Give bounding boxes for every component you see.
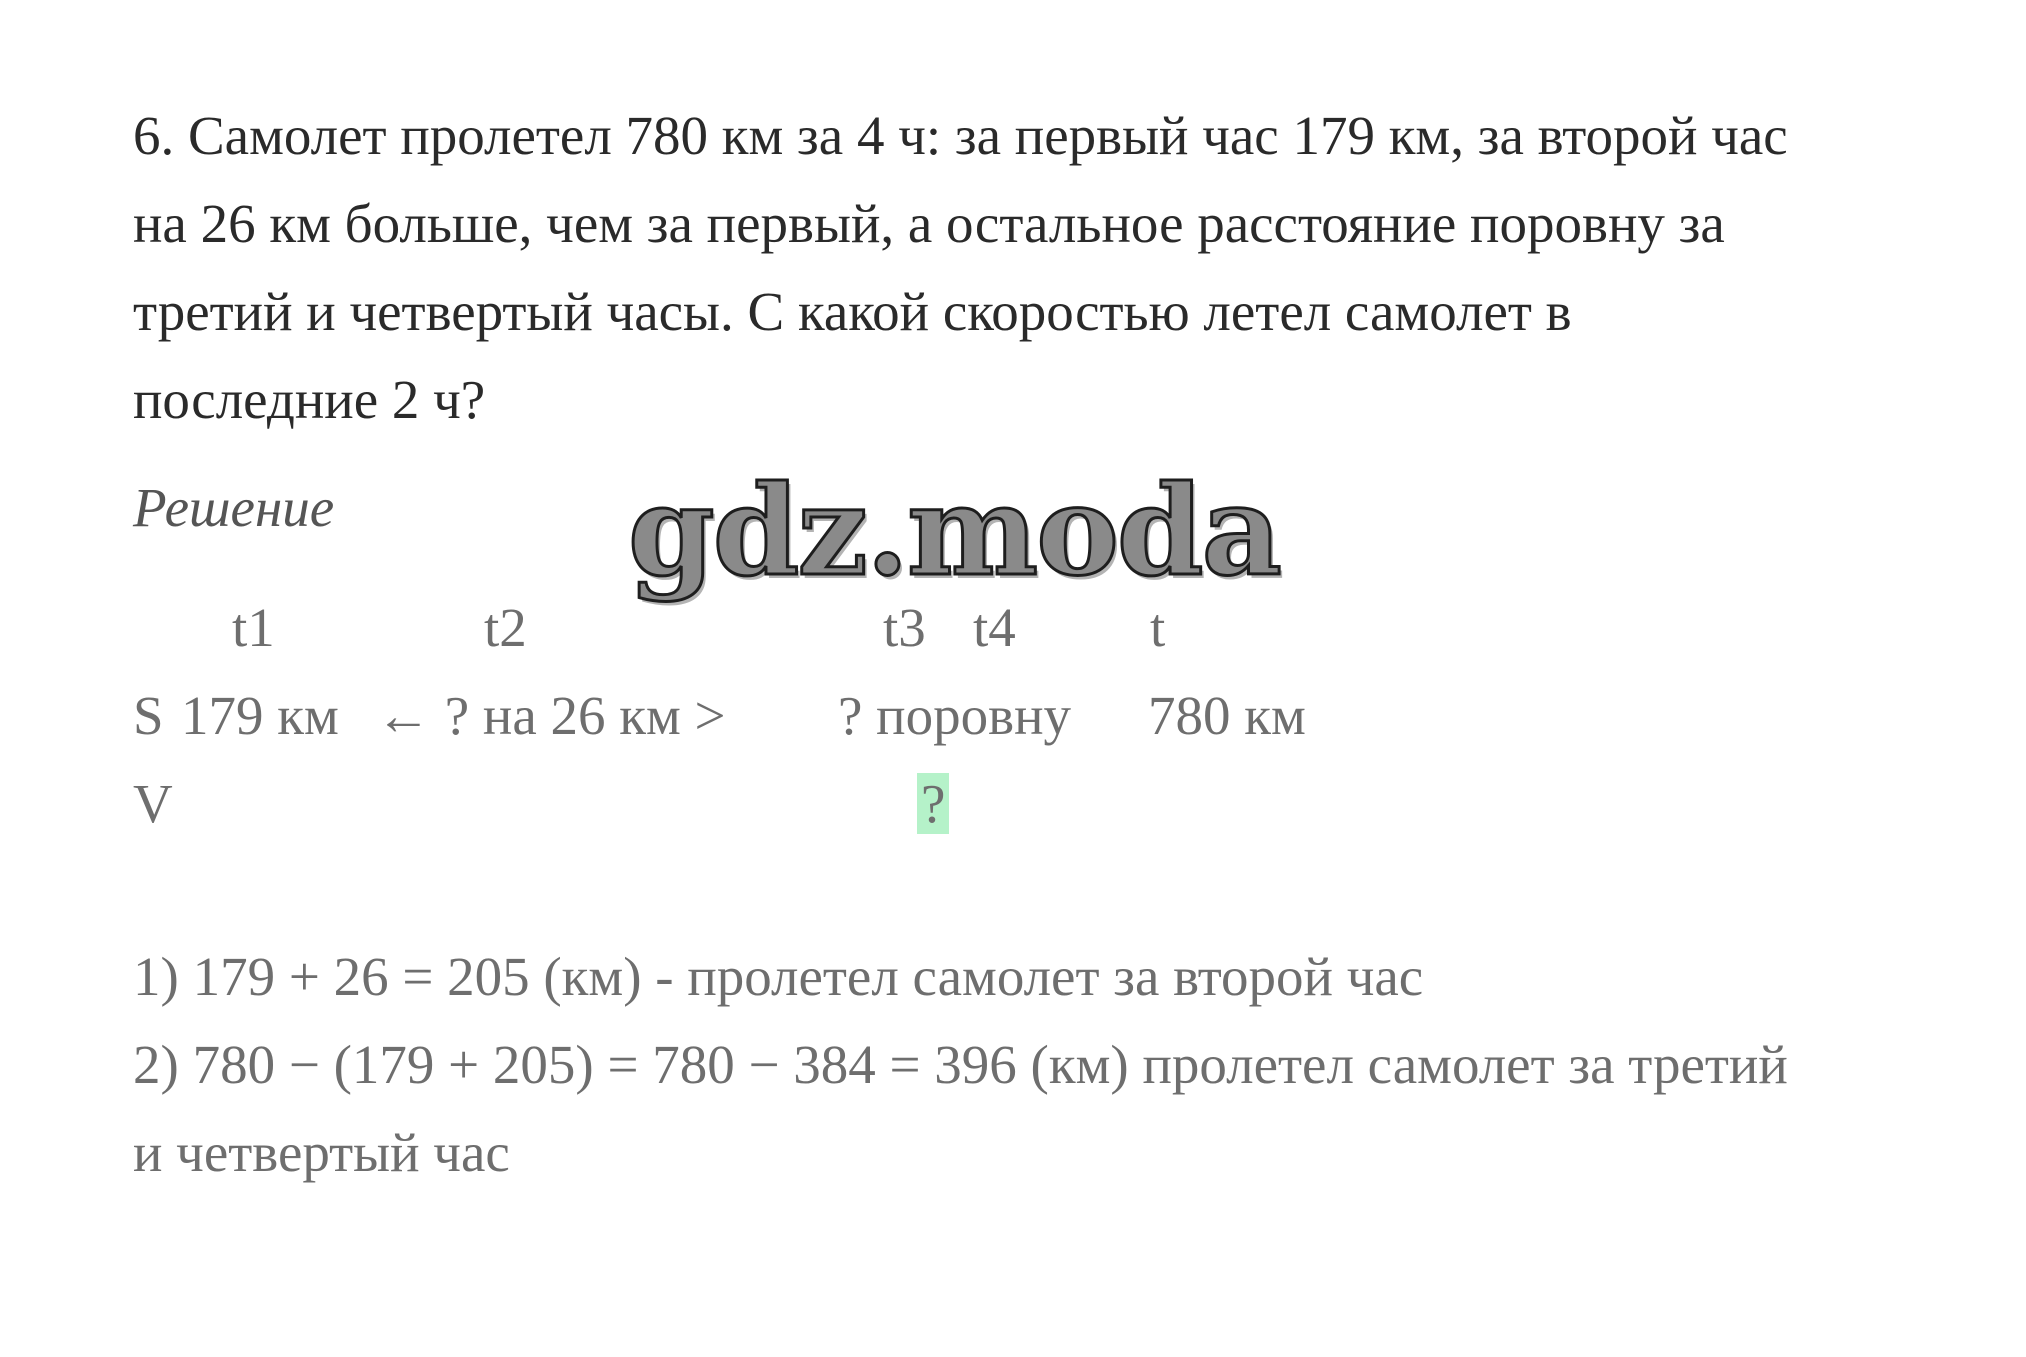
distance-first-hour: 179 км — [181, 685, 339, 746]
time-label-t4: t4 — [973, 597, 1016, 658]
solution-step-1: 1) 179 + 26 = 205 (км) - пролетел самолет за второй час — [133, 946, 1424, 1007]
solution-step-2-continued: и четвертый час — [133, 1122, 510, 1183]
problem-line: последние 2 ч? — [133, 369, 486, 430]
solution-heading: Решение — [133, 477, 335, 538]
time-label-t1: t1 — [232, 597, 275, 658]
speed-row-label: V — [133, 773, 173, 834]
problem-statement — [133, 92, 1953, 444]
time-label-total: t — [1150, 597, 1166, 658]
problem-line: третий и четвертый часы. С какой скоростью летел самолет в — [133, 281, 1572, 342]
highlighted-question-mark: ? — [917, 773, 949, 834]
time-label-t3: t3 — [883, 597, 926, 658]
site-watermark: gdz.moda — [628, 459, 1280, 604]
distance-second-hour: ← ? на 26 км > — [376, 685, 726, 746]
speed-unknown — [917, 760, 949, 848]
problem-line: на 26 км больше, чем за первый, а остальное расстояние поровну за — [133, 193, 1725, 254]
problem-line: 6. Самолет пролетел 780 км за 4 ч: за первый час 179 км, за второй час — [133, 105, 1788, 166]
distance-row-label: S — [133, 685, 164, 746]
distance-third-fourth-hours: ? поровну — [838, 685, 1071, 746]
solution-step-2: 2) 780 − (179 + 205) = 780 − 384 = 396 (км) пролетел самолет за третий — [133, 1034, 1788, 1095]
distance-total: 780 км — [1148, 685, 1306, 746]
time-label-t2: t2 — [484, 597, 527, 658]
